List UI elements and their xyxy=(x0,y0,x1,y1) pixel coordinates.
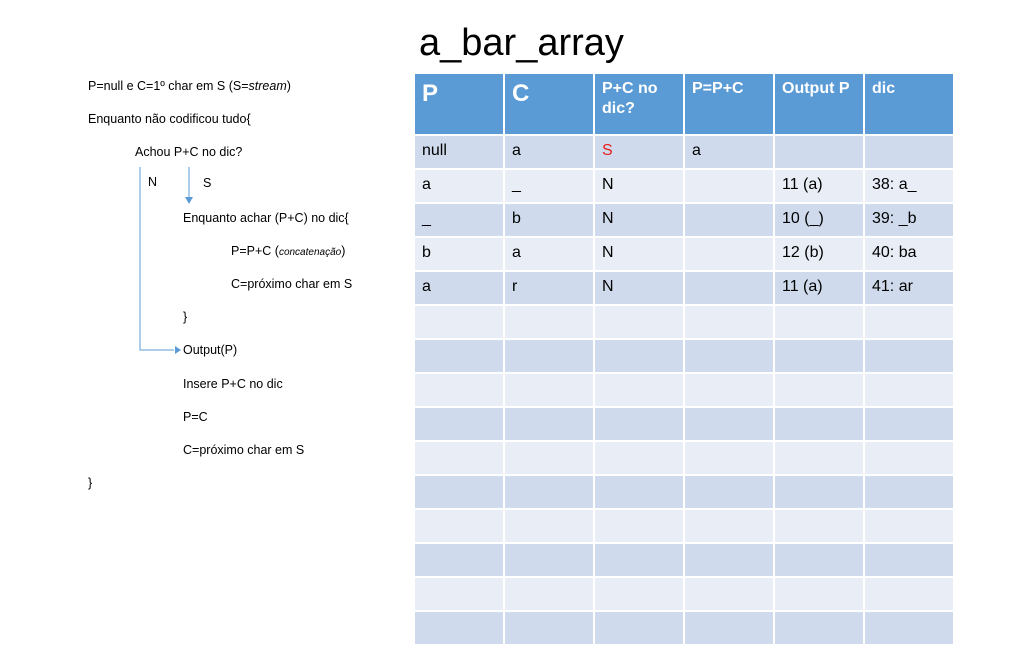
cell-output xyxy=(774,577,864,611)
algo-line-next-char-inner: C=próximo char em S xyxy=(231,277,353,291)
header-dic: dic xyxy=(864,73,954,135)
no-branch-arrowhead xyxy=(175,346,181,354)
table-row xyxy=(414,271,954,305)
header-p: P xyxy=(414,73,504,135)
cell-p-assign xyxy=(684,543,774,577)
cell-c xyxy=(504,339,594,373)
header-p-assign: P=P+C xyxy=(684,73,774,135)
cell-p-assign xyxy=(684,203,774,237)
flow-arrows xyxy=(0,0,420,400)
cell-dic xyxy=(864,611,954,645)
cell-p xyxy=(414,441,504,475)
cell-pc-in-dic xyxy=(594,577,684,611)
algo-line-concat-italic: concatenação xyxy=(278,247,342,258)
cell-pc-in-dic: N xyxy=(594,169,684,203)
cell-output: 10 (_) xyxy=(774,203,864,237)
cell-output xyxy=(774,475,864,509)
cell-p xyxy=(414,611,504,645)
cell-dic xyxy=(864,543,954,577)
cell-pc-in-dic xyxy=(594,305,684,339)
cell-dic xyxy=(864,373,954,407)
table-row xyxy=(414,509,954,543)
table-row xyxy=(414,577,954,611)
cell-pc-in-dic xyxy=(594,611,684,645)
cell-pc-in-dic xyxy=(594,339,684,373)
cell-pc-in-dic: N xyxy=(594,237,684,271)
cell-dic: 39: _b xyxy=(864,203,954,237)
yes-branch-arrowhead xyxy=(185,197,193,204)
cell-output xyxy=(774,441,864,475)
algo-line-init-text: P=null e C=1º char em S (S= xyxy=(88,79,249,93)
cell-output: 11 (a) xyxy=(774,271,864,305)
cell-dic xyxy=(864,509,954,543)
cell-pc-in-dic xyxy=(594,509,684,543)
cell-c xyxy=(504,305,594,339)
cell-output xyxy=(774,373,864,407)
cell-c xyxy=(504,407,594,441)
cell-dic xyxy=(864,475,954,509)
algo-line-init-close: ) xyxy=(286,79,291,93)
header-output: Output P xyxy=(774,73,864,135)
table-row xyxy=(414,373,954,407)
algo-line-concat-close: ) xyxy=(341,244,346,258)
table-row xyxy=(414,543,954,577)
cell-p: null xyxy=(414,135,504,169)
cell-p-assign xyxy=(684,611,774,645)
cell-pc-in-dic: N xyxy=(594,203,684,237)
cell-c: b xyxy=(504,203,594,237)
algo-line-found: Achou P+C no dic? xyxy=(135,145,243,159)
header-pc-in-dic: P+C no dic? xyxy=(594,73,684,135)
cell-output: 12 (b) xyxy=(774,237,864,271)
cell-output xyxy=(774,509,864,543)
cell-p: b xyxy=(414,237,504,271)
algo-line-insert: Insere P+C no dic xyxy=(183,377,283,391)
cell-p xyxy=(414,373,504,407)
cell-p-assign xyxy=(684,407,774,441)
cell-p-assign xyxy=(684,339,774,373)
table-row xyxy=(414,339,954,373)
cell-dic xyxy=(864,577,954,611)
cell-p-assign xyxy=(684,475,774,509)
cell-p xyxy=(414,543,504,577)
cell-c: _ xyxy=(504,169,594,203)
cell-p xyxy=(414,339,504,373)
cell-c xyxy=(504,509,594,543)
cell-output: 11 (a) xyxy=(774,169,864,203)
cell-dic xyxy=(864,441,954,475)
cell-p xyxy=(414,509,504,543)
cell-p xyxy=(414,577,504,611)
algo-line-next-char: C=próximo char em S xyxy=(183,443,305,457)
cell-p-assign xyxy=(684,373,774,407)
table-row xyxy=(414,305,954,339)
cell-output xyxy=(774,135,864,169)
table-row xyxy=(414,475,954,509)
cell-dic xyxy=(864,305,954,339)
cell-p xyxy=(414,407,504,441)
cell-p-assign xyxy=(684,305,774,339)
cell-dic xyxy=(864,407,954,441)
algo-line-assign: P=C xyxy=(183,410,208,424)
table-row xyxy=(414,203,954,237)
algo-line-outer-close: } xyxy=(88,476,93,490)
cell-c xyxy=(504,373,594,407)
cell-p-assign xyxy=(684,441,774,475)
cell-output xyxy=(774,407,864,441)
cell-c xyxy=(504,611,594,645)
cell-p-assign xyxy=(684,509,774,543)
cell-dic: 40: ba xyxy=(864,237,954,271)
cell-pc-in-dic xyxy=(594,373,684,407)
cell-output xyxy=(774,339,864,373)
cell-p: a xyxy=(414,169,504,203)
cell-p xyxy=(414,475,504,509)
lzw-table xyxy=(413,72,955,646)
cell-pc-in-dic xyxy=(594,543,684,577)
table-header-row xyxy=(414,73,954,135)
cell-output xyxy=(774,543,864,577)
cell-pc-in-dic: N xyxy=(594,271,684,305)
cell-p-assign xyxy=(684,271,774,305)
table-row xyxy=(414,169,954,203)
cell-dic: 41: ar xyxy=(864,271,954,305)
cell-p-assign xyxy=(684,237,774,271)
slide-title: a_bar_array xyxy=(419,22,624,64)
cell-dic xyxy=(864,339,954,373)
algo-line-output: Output(P) xyxy=(183,343,238,357)
cell-c xyxy=(504,475,594,509)
table-row xyxy=(414,237,954,271)
cell-c: a xyxy=(504,135,594,169)
no-branch-arrow xyxy=(140,167,174,350)
algo-line-concat-text: P=P+C ( xyxy=(231,244,279,258)
cell-output xyxy=(774,305,864,339)
cell-c xyxy=(504,543,594,577)
algo-line-inner-close: } xyxy=(183,310,188,324)
cell-c: a xyxy=(504,237,594,271)
table-row xyxy=(414,441,954,475)
cell-pc-in-dic xyxy=(594,475,684,509)
cell-p-assign: a xyxy=(684,135,774,169)
cell-dic: 38: a_ xyxy=(864,169,954,203)
table-row xyxy=(414,135,954,169)
algo-line-while: Enquanto não codificou tudo{ xyxy=(88,112,251,126)
algo-line-init-italic: stream xyxy=(248,79,287,93)
branch-label-yes: S xyxy=(203,176,212,190)
cell-p: _ xyxy=(414,203,504,237)
cell-p-assign xyxy=(684,577,774,611)
table-row xyxy=(414,407,954,441)
cell-c xyxy=(504,577,594,611)
cell-pc-in-dic: S xyxy=(594,135,684,169)
cell-pc-in-dic xyxy=(594,407,684,441)
branch-label-no: N xyxy=(148,175,158,189)
cell-p xyxy=(414,305,504,339)
algo-line-inner-while: Enquanto achar (P+C) no dic{ xyxy=(183,211,349,225)
cell-c xyxy=(504,441,594,475)
cell-p-assign xyxy=(684,169,774,203)
table-row xyxy=(414,611,954,645)
cell-pc-in-dic xyxy=(594,441,684,475)
cell-c: r xyxy=(504,271,594,305)
header-c: C xyxy=(504,73,594,135)
cell-dic xyxy=(864,135,954,169)
cell-output xyxy=(774,611,864,645)
cell-p: a xyxy=(414,271,504,305)
